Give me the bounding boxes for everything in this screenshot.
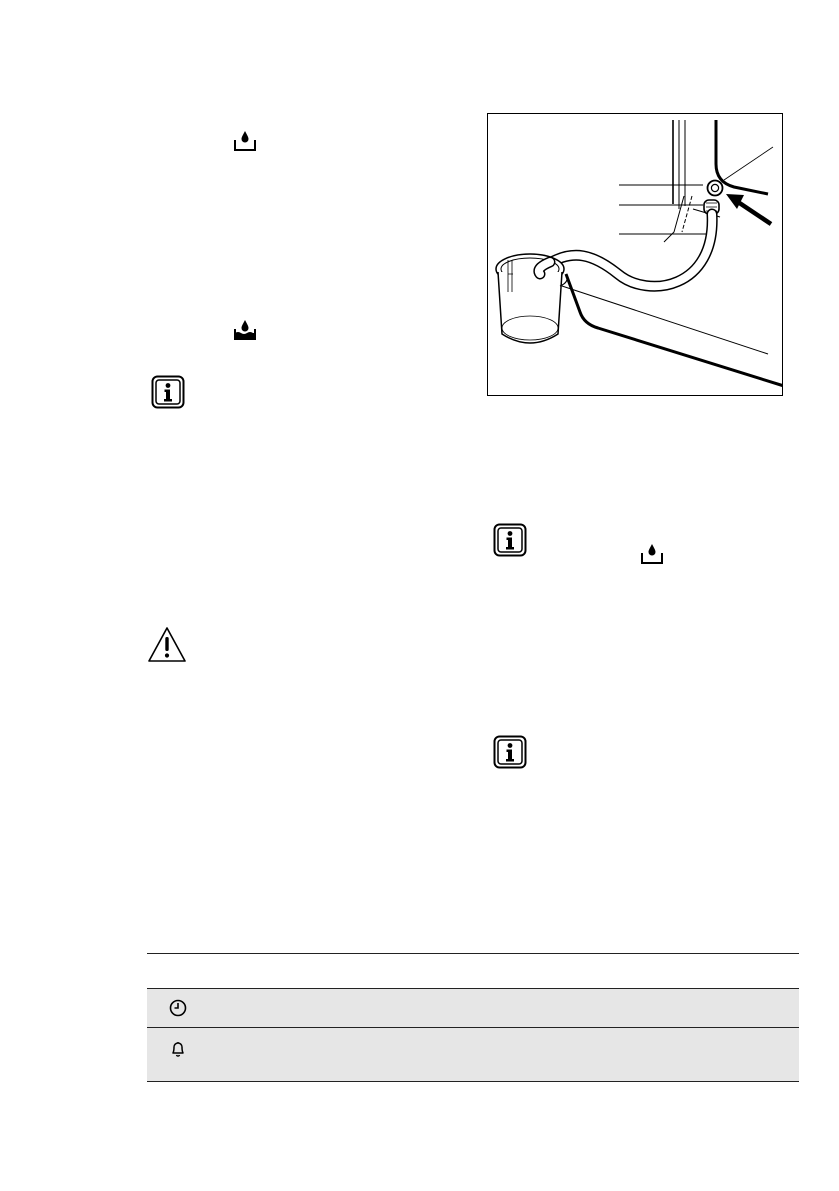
table-row — [147, 1028, 799, 1082]
table-header-cell — [147, 954, 188, 989]
table-header-cell — [188, 954, 799, 989]
clock-icon — [169, 999, 187, 1017]
info-icon — [151, 375, 185, 409]
bell-icon — [169, 1040, 187, 1058]
info-icon — [493, 523, 527, 557]
water-tank-drop-icon — [640, 542, 664, 566]
table-header-row — [147, 954, 799, 989]
info-icon — [493, 735, 527, 769]
water-tank-fill-icon — [233, 318, 257, 342]
water-tank-drop-icon — [233, 129, 257, 153]
drain-water-illustration — [487, 113, 783, 396]
table-cell-icon — [147, 1028, 188, 1082]
warning-triangle-icon — [147, 626, 185, 662]
table-cell — [188, 1028, 799, 1082]
clock-functions-table — [147, 953, 799, 1082]
table-row — [147, 989, 799, 1028]
table-cell-icon — [147, 989, 188, 1028]
table-cell — [188, 989, 799, 1028]
